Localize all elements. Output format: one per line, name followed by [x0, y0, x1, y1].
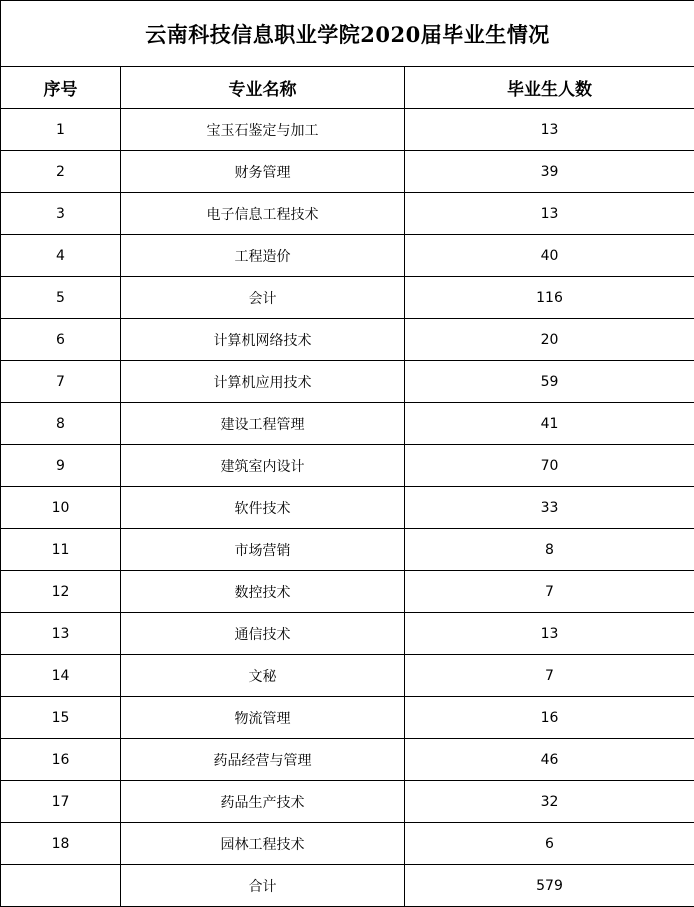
- table-row: [1, 109, 694, 151]
- row-count-cell[interactable]: 70: [405, 445, 694, 487]
- row-major-cell[interactable]: 计算机网络技术: [121, 319, 405, 361]
- row-index-cell[interactable]: 14: [1, 655, 121, 697]
- row-index-cell[interactable]: 2: [1, 151, 121, 193]
- table-row: [1, 235, 694, 277]
- row-count-cell[interactable]: 7: [405, 571, 694, 613]
- row-major-cell[interactable]: 宝玉石鉴定与加工: [121, 109, 405, 151]
- row-index-cell[interactable]: 12: [1, 571, 121, 613]
- row-index-cell[interactable]: 3: [1, 193, 121, 235]
- table-row: [1, 739, 694, 781]
- total-label-cell[interactable]: 合计: [121, 865, 405, 907]
- table-row: [1, 529, 694, 571]
- row-count-cell[interactable]: 59: [405, 361, 694, 403]
- row-index-cell[interactable]: 15: [1, 697, 121, 739]
- row-index-cell[interactable]: 6: [1, 319, 121, 361]
- row-index-cell[interactable]: 10: [1, 487, 121, 529]
- row-count-cell[interactable]: 6: [405, 823, 694, 865]
- row-index-cell[interactable]: 16: [1, 739, 121, 781]
- row-count-cell[interactable]: 13: [405, 193, 694, 235]
- row-major-cell[interactable]: 财务管理: [121, 151, 405, 193]
- row-index-cell[interactable]: 4: [1, 235, 121, 277]
- row-major-cell[interactable]: 数控技术: [121, 571, 405, 613]
- row-major-cell[interactable]: 会计: [121, 277, 405, 319]
- row-index-cell[interactable]: 5: [1, 277, 121, 319]
- table-row: [1, 151, 694, 193]
- row-count-cell[interactable]: 8: [405, 529, 694, 571]
- table-row: [1, 655, 694, 697]
- row-count-cell[interactable]: 41: [405, 403, 694, 445]
- row-count-cell[interactable]: 32: [405, 781, 694, 823]
- row-major-cell[interactable]: 软件技术: [121, 487, 405, 529]
- row-count-cell[interactable]: 13: [405, 613, 694, 655]
- row-index-cell[interactable]: 9: [1, 445, 121, 487]
- header-row: [1, 67, 694, 109]
- row-major-cell[interactable]: 计算机应用技术: [121, 361, 405, 403]
- row-major-cell[interactable]: 市场营销: [121, 529, 405, 571]
- row-count-cell[interactable]: 46: [405, 739, 694, 781]
- total-index-cell[interactable]: [1, 865, 121, 907]
- table-row: [1, 277, 694, 319]
- table-row: [1, 487, 694, 529]
- table-row: [1, 697, 694, 739]
- total-row: [1, 865, 694, 907]
- row-major-cell[interactable]: 建筑室内设计: [121, 445, 405, 487]
- row-count-cell[interactable]: 40: [405, 235, 694, 277]
- title-row: [1, 1, 694, 67]
- table-row: [1, 403, 694, 445]
- table-row: [1, 823, 694, 865]
- header-major[interactable]: 专业名称: [121, 67, 405, 109]
- row-major-cell[interactable]: 建设工程管理: [121, 403, 405, 445]
- table-row: [1, 361, 694, 403]
- header-count[interactable]: 毕业生人数: [405, 67, 694, 109]
- table-row: [1, 613, 694, 655]
- row-index-cell[interactable]: 1: [1, 109, 121, 151]
- table-row: [1, 319, 694, 361]
- table-row: [1, 445, 694, 487]
- row-major-cell[interactable]: 工程造价: [121, 235, 405, 277]
- row-major-cell[interactable]: 物流管理: [121, 697, 405, 739]
- row-major-cell[interactable]: 文秘: [121, 655, 405, 697]
- row-count-cell[interactable]: 7: [405, 655, 694, 697]
- row-count-cell[interactable]: 20: [405, 319, 694, 361]
- row-index-cell[interactable]: 13: [1, 613, 121, 655]
- table-row: [1, 571, 694, 613]
- row-index-cell[interactable]: 18: [1, 823, 121, 865]
- row-major-cell[interactable]: 电子信息工程技术: [121, 193, 405, 235]
- row-major-cell[interactable]: 药品生产技术: [121, 781, 405, 823]
- total-count-cell[interactable]: 579: [405, 865, 694, 907]
- row-count-cell[interactable]: 39: [405, 151, 694, 193]
- table-row: [1, 193, 694, 235]
- row-count-cell[interactable]: 16: [405, 697, 694, 739]
- row-major-cell[interactable]: 园林工程技术: [121, 823, 405, 865]
- row-major-cell[interactable]: 通信技术: [121, 613, 405, 655]
- row-index-cell[interactable]: 11: [1, 529, 121, 571]
- table-title[interactable]: 云南科技信息职业学院2020届毕业生情况: [1, 1, 694, 67]
- row-count-cell[interactable]: 13: [405, 109, 694, 151]
- header-index[interactable]: 序号: [1, 67, 121, 109]
- row-major-cell[interactable]: 药品经营与管理: [121, 739, 405, 781]
- row-index-cell[interactable]: 7: [1, 361, 121, 403]
- row-count-cell[interactable]: 33: [405, 487, 694, 529]
- row-index-cell[interactable]: 8: [1, 403, 121, 445]
- row-count-cell[interactable]: 116: [405, 277, 694, 319]
- table-row: [1, 781, 694, 823]
- row-index-cell[interactable]: 17: [1, 781, 121, 823]
